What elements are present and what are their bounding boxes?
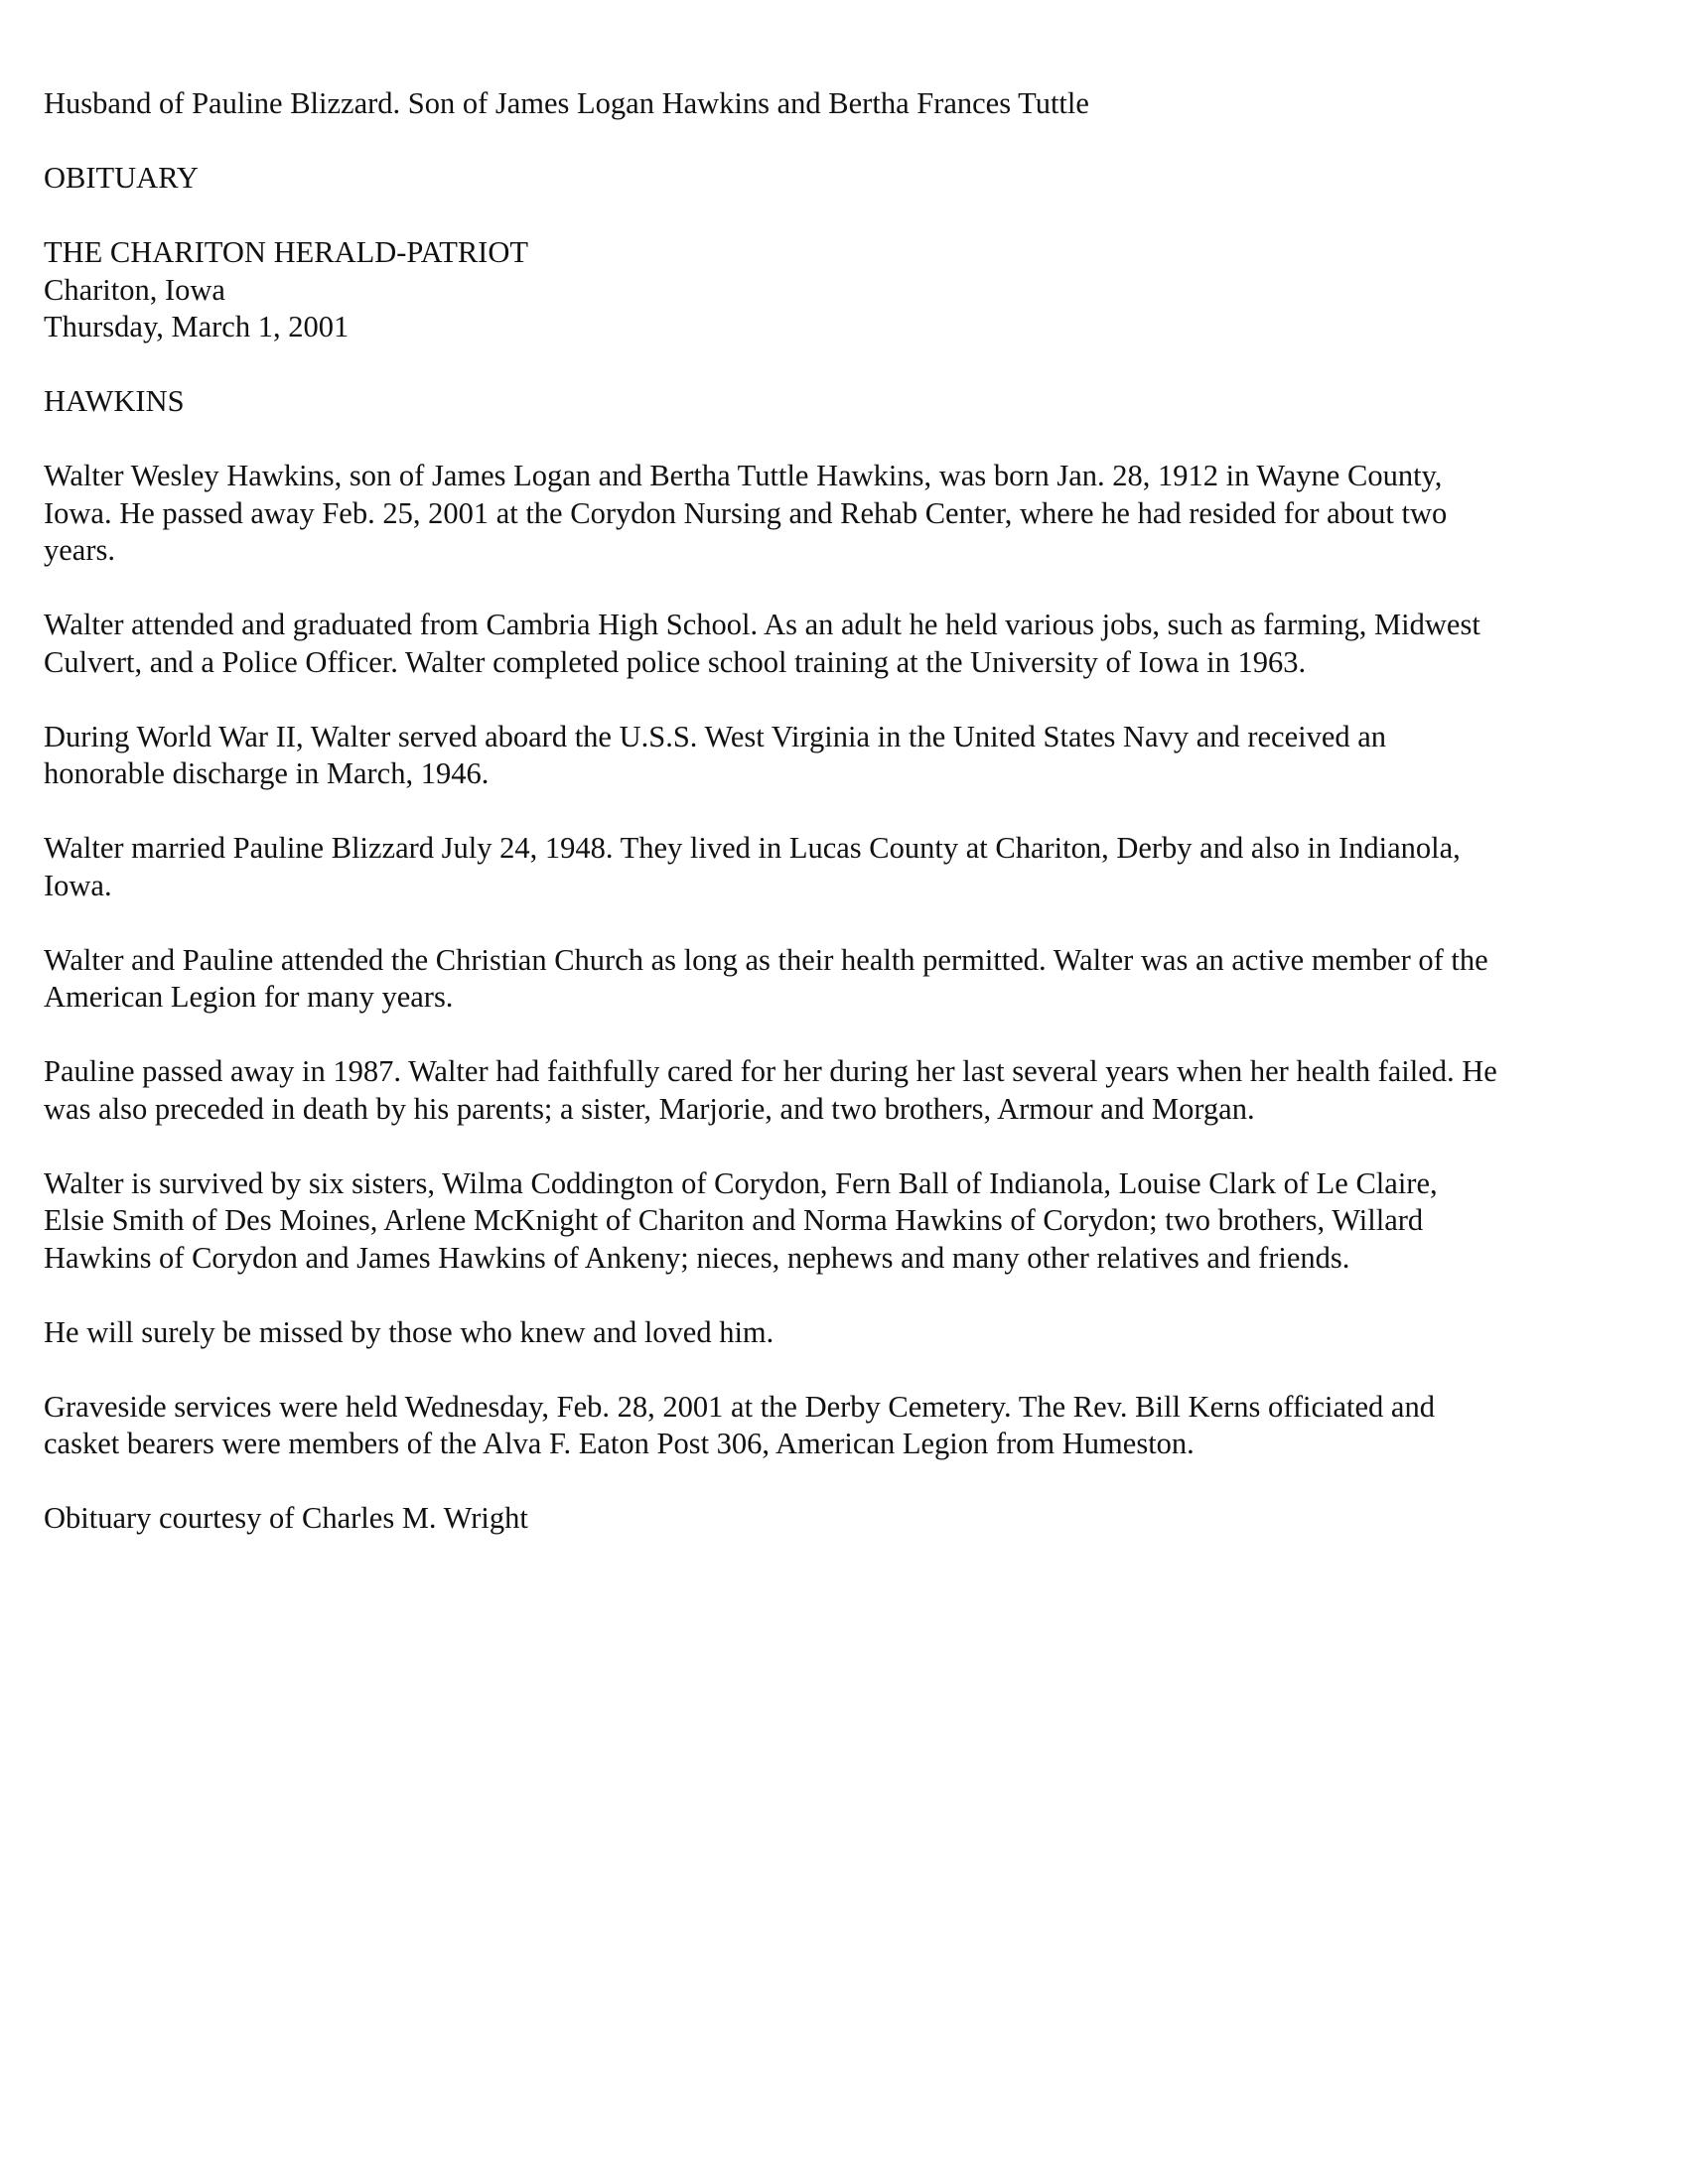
paragraph-church-legion: [44, 942, 1644, 1017]
paragraph-line: casket bearers were members of the Alva F. Eaton Post 306, American Legion from Humeston.: [44, 1427, 1195, 1460]
paragraph-education-career: [44, 607, 1644, 681]
paragraph-line: Culvert, and a Police Officer. Walter completed police school training at the University of Iowa in 1963.: [44, 644, 1307, 679]
paragraph-survivors: [44, 1165, 1644, 1278]
credit-text: Obituary courtesy of Charles M. Wright: [44, 1501, 528, 1535]
newspaper-block: [44, 234, 1644, 346]
paragraph-services: [44, 1389, 1644, 1463]
paragraph-preceded: [44, 1053, 1644, 1128]
intro-text: Husband of Pauline Blizzard. Son of James Logan Hawkins and Bertha Frances Tuttle: [44, 86, 1089, 120]
paragraph-line: Graveside services were held Wednesday, Feb. 28, 2001 at the Derby Cemetery. The Rev. Bill Kerns officiated and: [44, 1389, 1435, 1424]
intro-line: [44, 85, 1644, 123]
paragraph-marriage: [44, 830, 1644, 904]
newspaper-date: Thursday, March 1, 2001: [44, 310, 350, 343]
paragraph-line: Hawkins of Corydon and James Hawkins of Ankeny; nieces, nephews and many other relatives and friends.: [44, 1240, 1350, 1275]
paragraph-line: Iowa. He passed away Feb. 25, 2001 at the Corydon Nursing and Rehab Center, where he had resided for about two: [44, 495, 1448, 530]
paragraph-line: Walter and Pauline attended the Christian Church as long as their health permitted. Walter was an active member of the: [44, 942, 1488, 977]
paragraph-line: Walter married Pauline Blizzard July 24, 1948. They lived in Lucas County at Chariton, Derby and also in Indianola,: [44, 831, 1461, 865]
paragraph-line: Elsie Smith of Des Moines, Arlene McKnight of Chariton and Norma Hawkins of Corydon; two brothers, Willard: [44, 1203, 1424, 1237]
paragraph-line: He will surely be missed by those who knew and loved him.: [44, 1314, 774, 1349]
paragraph-line: honorable discharge in March, 1946.: [44, 756, 490, 790]
section-label-text: OBITUARY: [44, 161, 199, 195]
document-page: [44, 85, 1644, 1574]
paragraph-missed: [44, 1314, 1644, 1352]
newspaper-location: Chariton, Iowa: [44, 272, 225, 307]
paragraph-line: Iowa.: [44, 868, 112, 902]
section-label: [44, 160, 1644, 198]
paragraph-birth-death: [44, 458, 1644, 570]
surname-heading-text: HAWKINS: [44, 384, 185, 418]
paragraph-line: During World War II, Walter served aboard the U.S.S. West Virginia in the United States Navy and received an: [44, 719, 1387, 753]
paragraph-military: [44, 719, 1644, 793]
paragraph-line: Walter is survived by six sisters, Wilma Coddington of Corydon, Fern Ball of Indianola, Louise Clark of Le Claire,: [44, 1165, 1438, 1200]
paragraph-line: years.: [44, 533, 115, 567]
surname-heading: [44, 383, 1644, 421]
paragraph-line: American Legion for many years.: [44, 980, 454, 1014]
credit-line: [44, 1500, 1644, 1538]
paragraph-line: Walter Wesley Hawkins, son of James Logan and Bertha Tuttle Hawkins, was born Jan. 28, 1912 in Wayne County,: [44, 459, 1443, 492]
newspaper-name: THE CHARITON HERALD-PATRIOT: [44, 235, 528, 269]
paragraph-line: was also preceded in death by his parents; a sister, Marjorie, and two brothers, Armour and Morgan.: [44, 1091, 1255, 1126]
paragraph-line: Walter attended and graduated from Cambria High School. As an adult he held various jobs, such as farming, Midwest: [44, 608, 1480, 641]
paragraph-line: Pauline passed away in 1987. Walter had faithfully cared for her during her last several years when her health failed. He: [44, 1054, 1497, 1088]
